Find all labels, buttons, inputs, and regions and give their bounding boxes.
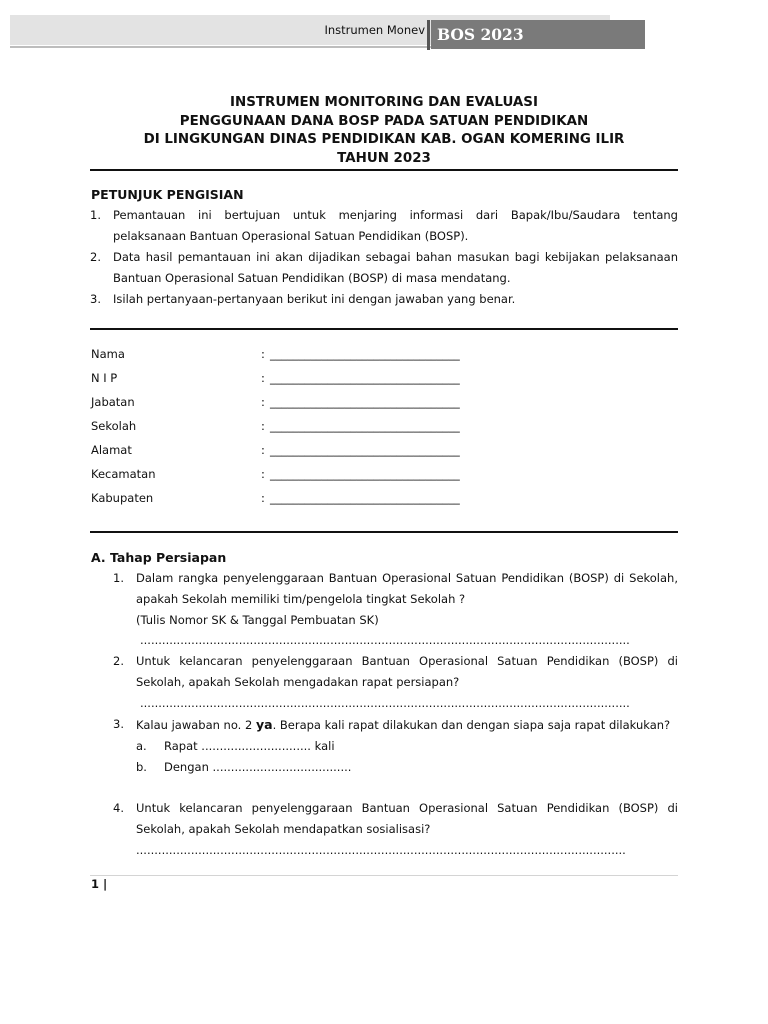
question-3 <box>113 714 678 778</box>
question-text <box>136 714 678 736</box>
sub-item-a <box>136 736 678 757</box>
field-colon: : <box>261 395 265 409</box>
instruction-item <box>90 247 678 289</box>
question-number: 2. <box>113 654 124 668</box>
title-line-2: PENGGUNAAN DANA BOSP PADA SATUAN PENDIDIKAN <box>179 113 589 129</box>
field-colon: : <box>261 491 265 505</box>
field-blank[interactable]: _________________________________ <box>270 467 460 481</box>
question-text-post: . Berapa kali rapat dilakukan dan dengan siapa saja rapat dilakukan? <box>272 718 671 732</box>
question-text: Untuk kelancaran penyelenggaraan Bantuan Operasional Satuan Pendidikan (BOSP) di Sekolah, apakah Sekolah mendapatkan sosialisasi? <box>136 801 678 836</box>
field-label: Kabupaten <box>91 491 154 505</box>
header-separator <box>427 20 430 50</box>
header-label: Instrumen Monev <box>324 23 425 37</box>
field-colon: : <box>261 371 265 385</box>
field-label: N I P <box>91 371 118 385</box>
question-number: 1. <box>113 571 124 585</box>
sub-item-number: b. <box>136 760 147 774</box>
instruction-text: Data hasil pemantauan ini akan dijadikan sebagai bahan masukan bagi kebijakan pelaksanaan Bantuan Operasional Satuan Pendidikan (BOSP) di masa mendatang. <box>113 250 678 285</box>
question-number: 4. <box>113 801 124 815</box>
title-line-4: TAHUN 2023 <box>337 150 431 166</box>
instruction-text: Isilah pertanyaan-pertanyaan berikut ini dengan jawaban yang benar. <box>113 292 516 306</box>
field-blank[interactable]: _________________________________ <box>270 443 460 457</box>
instructions-divider <box>90 328 678 330</box>
header-badge: BOS 2023 <box>431 20 645 49</box>
sub-item-text[interactable]: Rapat .............................. kali <box>164 739 335 753</box>
instruction-number: 1. <box>90 208 101 222</box>
field-label: Kecamatan <box>91 467 156 481</box>
field-blank[interactable]: _________________________________ <box>270 491 460 505</box>
instructions-list <box>90 205 678 310</box>
question-2 <box>113 651 678 714</box>
question-1 <box>113 568 678 651</box>
instruction-item <box>90 289 678 310</box>
question-text-bold: ya <box>255 717 273 732</box>
question-text: Dalam rangka penyelenggaraan Bantuan Operasional Satuan Pendidikan (BOSP) di Sekolah, apakah Sekolah memiliki tim/pengelola tingkat Sekolah ? <box>136 571 678 606</box>
question-item <box>113 651 678 714</box>
title-line-1: INSTRUMEN MONITORING DAN EVALUASI <box>230 95 538 110</box>
field-colon: : <box>261 347 265 361</box>
question-item <box>113 568 678 651</box>
field-label: Jabatan <box>91 395 135 409</box>
sub-item-text[interactable]: Dengan ...................................... <box>164 760 352 774</box>
footer-divider <box>90 875 678 876</box>
field-colon: : <box>261 443 265 457</box>
title-divider <box>90 169 678 171</box>
field-blank[interactable]: _________________________________ <box>270 371 460 385</box>
answer-line[interactable]: ...................................................................................................................................... <box>140 633 630 647</box>
field-blank[interactable]: _________________________________ <box>270 347 460 361</box>
question-item <box>113 798 678 861</box>
sub-item-b <box>136 757 678 778</box>
field-label: Nama <box>91 347 125 361</box>
answer-line[interactable]: ...................................................................................................................................... <box>140 696 630 710</box>
page-number: 1 | <box>91 877 108 891</box>
field-colon: : <box>261 467 265 481</box>
question-note: (Tulis Nomor SK & Tanggal Pembuatan SK) <box>136 613 379 627</box>
field-label: Alamat <box>91 443 132 457</box>
title-line-3: DI LINGKUNGAN DINAS PENDIDIKAN KAB. OGAN KOMERING ILIR <box>143 132 625 147</box>
document-title <box>90 94 678 168</box>
field-colon: : <box>261 419 265 433</box>
instruction-number: 3. <box>90 292 101 306</box>
question-number: 3. <box>113 717 124 731</box>
field-label: Sekolah <box>91 419 137 433</box>
answer-line[interactable]: ...................................................................................................................................... <box>136 843 626 857</box>
field-blank[interactable]: _________________________________ <box>270 395 460 409</box>
question-4 <box>113 798 678 861</box>
instruction-text: Pemantauan ini bertujuan untuk menjaring informasi dari Bapak/Ibu/Saudara tentang pelaksanaan Bantuan Operasional Satuan Pendidikan (BOSP). <box>113 208 678 243</box>
field-blank[interactable]: _________________________________ <box>270 419 460 433</box>
section-a-heading: A. Tahap Persiapan <box>91 550 227 565</box>
question-item <box>113 714 678 778</box>
fields-divider <box>90 531 678 533</box>
question-text-pre: Kalau jawaban no. 2 <box>136 718 256 732</box>
instruction-number: 2. <box>90 250 101 264</box>
question-text: Untuk kelancaran penyelenggaraan Bantuan Operasional Satuan Pendidikan (BOSP) di Sekolah, apakah Sekolah mengadakan rapat persiapan? <box>136 654 678 689</box>
instruction-item <box>90 205 678 247</box>
instructions-heading: PETUNJUK PENGISIAN <box>91 187 244 202</box>
sub-item-number: a. <box>136 739 147 753</box>
